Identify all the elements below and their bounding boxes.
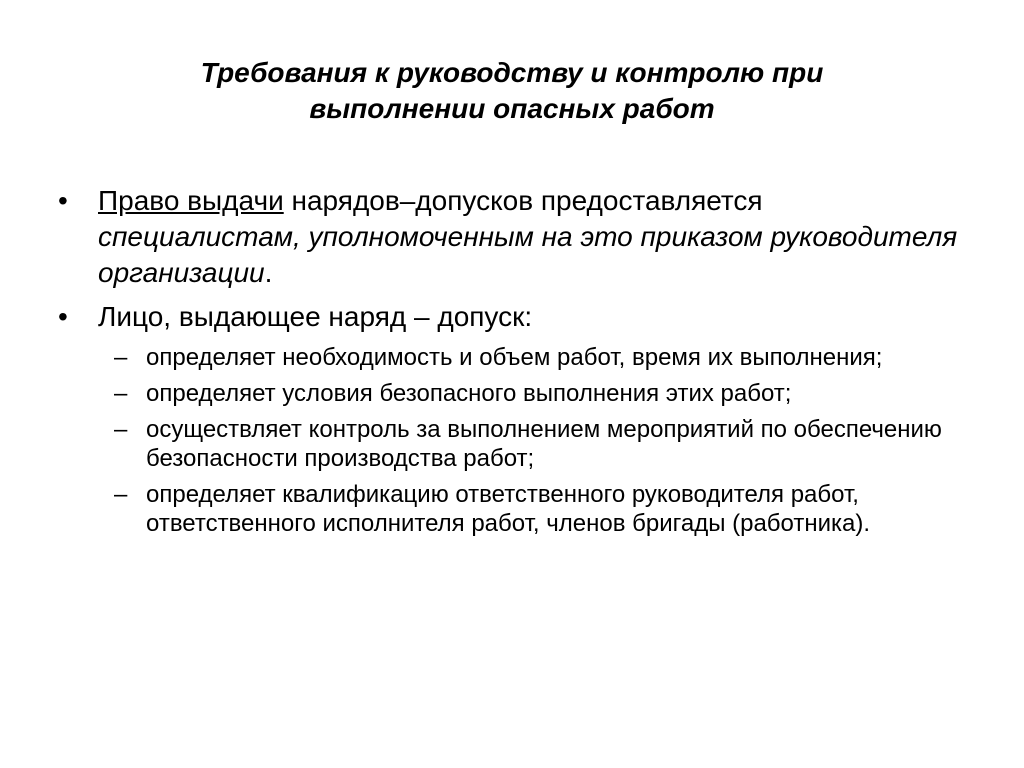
sub-item-marker: – (114, 416, 128, 443)
slide-content (58, 183, 968, 545)
sub-item-text: определяет квалификацию ответственного руководителя работ, ответственного исполнителя работ, членов бригады (работника). (146, 481, 871, 537)
bullet-marker: • (58, 185, 68, 216)
bullet-underlined-phrase: Право выдачи (98, 185, 284, 216)
sub-item-marker: – (114, 481, 128, 508)
sub-item (58, 379, 968, 408)
slide-title-line-1: Требования к руководству и контролю при (200, 57, 824, 88)
sub-item-marker: – (114, 380, 128, 407)
sub-item-text: определяет условия безопасного выполнения этих работ; (146, 380, 792, 407)
bullet-normal-text: нарядов–допусков предоставляется (283, 185, 763, 216)
bullet-issuing-person (58, 299, 968, 335)
bullet-right-to-issue (58, 183, 968, 291)
slide-title-line-2: выполнении опасных работ (309, 93, 715, 125)
sub-item-text: определяет необходимость и объем работ, время их выполнения; (146, 344, 883, 371)
bullet-italic-text: специалистам, уполномоченным на это приказом руководителя организации (98, 221, 958, 288)
slide-title (60, 55, 964, 128)
sub-item (58, 343, 968, 372)
bullet-marker: • (58, 301, 68, 332)
sub-item-marker: – (114, 344, 128, 371)
sub-item (58, 480, 968, 538)
sub-item-text: осуществляет контроль за выполнением мероприятий по обеспечению безопасности производства работ; (146, 416, 942, 472)
bullet-text: Лицо, выдающее наряд – допуск: (98, 301, 533, 332)
bullet-end-punctuation: . (264, 257, 273, 288)
sub-item (58, 415, 968, 473)
